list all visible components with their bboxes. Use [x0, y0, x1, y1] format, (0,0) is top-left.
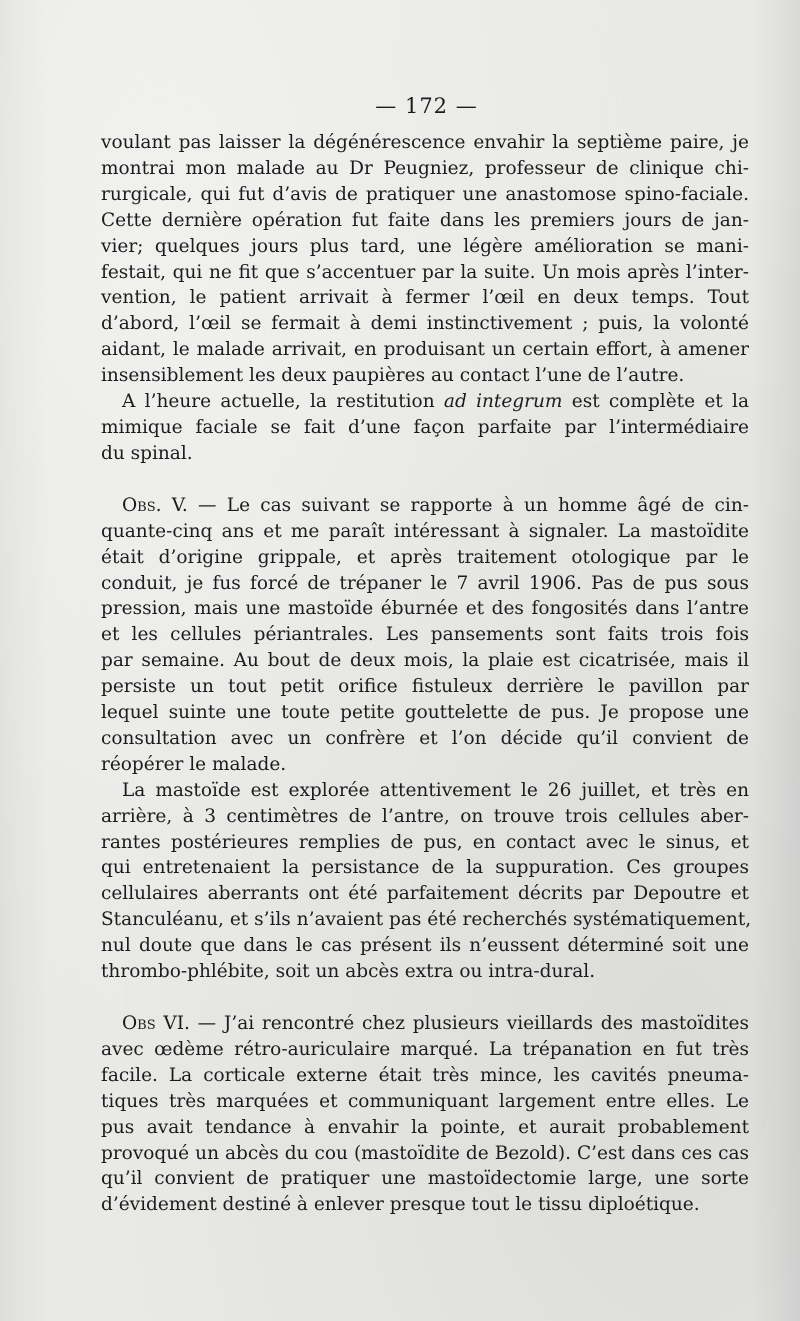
- paragraph-obs-vi: [101, 1011, 749, 1218]
- paragraph-continuation: [101, 130, 749, 389]
- text-line: consultation avec un confrère et l’on décide qu’il convient de: [101, 727, 749, 749]
- text-line: pression, mais une mastoïde éburnée et des fongosités dans l’antre: [101, 598, 749, 620]
- text-line: rantes postérieures remplies de pus, en contact avec le sinus, et: [101, 831, 749, 853]
- text-line: avec œdème rétro-auriculaire marqué. La trépanation en fut très: [101, 1038, 749, 1060]
- observation-label: Obs. V.: [122, 494, 188, 516]
- text-line: conduit, je fus forcé de trépaner le 7 avril 1906. Pas de pus sous: [101, 572, 749, 594]
- text-line: vention, le patient arrivait à fermer l’œil en deux temps. Tout: [101, 287, 749, 309]
- text-line: vier; quelques jours plus tard, une légère amélioration se mani-: [101, 235, 749, 257]
- text-line: aidant, le malade arrivait, en produisant un certain effort, à amener: [101, 339, 749, 361]
- body-text: [101, 130, 752, 1218]
- text-line: voulant pas laisser la dégénérescence envahir la septième paire, je: [101, 132, 749, 153]
- page-number: — 172 —: [375, 94, 478, 118]
- text-run: est complète et la: [562, 391, 749, 413]
- text-line: thrombo-phlébite, soit un abcès extra ou intra-dural.: [101, 961, 596, 983]
- text-line: festait, qui ne fit que s’accentuer par la suite. Un mois après l’inter-: [101, 261, 749, 283]
- text-line: quante-cinq ans et me paraît intéressant à signaler. La mastoïdite: [101, 520, 749, 542]
- text-line: cellulaires aberrants ont été parfaitement décrits par Depoutre et: [101, 883, 749, 905]
- text-line: et les cellules périantrales. Les pansements sont faits trois fois: [101, 624, 749, 646]
- text-line: insensiblement les deux paupières au contact l’une de l’autre.: [101, 365, 685, 387]
- text-line: d’abord, l’œil se fermait à demi instinctivement ; puis, la volonté: [101, 313, 749, 335]
- text-line: persiste un tout petit orifice fistuleux derrière le pavillon par: [101, 676, 749, 698]
- text-line: provoqué un abcès du cou (mastoïdite de Bezold). C’est dans ces cas: [101, 1142, 749, 1164]
- paragraph-mastoide: [101, 778, 752, 985]
- paragraph-restitution: [101, 389, 749, 467]
- text-line: pus avait tendance à envahir la pointe, et aurait probablement: [101, 1116, 749, 1138]
- text-line: [101, 493, 749, 519]
- section-gap: [101, 985, 749, 1011]
- text-line: facile. La corticale externe était très mince, les cavités pneuma-: [101, 1064, 749, 1086]
- observation-label: Obs VI.: [122, 1013, 190, 1034]
- text-line: du spinal.: [101, 442, 193, 464]
- text-run: — Le cas suivant se rapporte à un homme âgé de cin-: [187, 494, 749, 516]
- text-line: lequel suinte une toute petite gouttelette de pus. Je propose une: [101, 702, 749, 724]
- text-line: [101, 1011, 749, 1037]
- italic-phrase: ad integrum: [443, 391, 563, 413]
- section-gap: [101, 467, 749, 493]
- text-line: réopérer le malade.: [101, 753, 287, 775]
- text-run: — J’ai rencontré chez plusieurs vieillards des mastoïdites: [189, 1013, 749, 1034]
- text-line: Cette dernière opération fut faite dans les premiers jours de jan-: [101, 209, 749, 231]
- text-line: par semaine. Au bout de deux mois, la plaie est cicatrisée, mais il: [101, 650, 749, 672]
- text-line: [101, 389, 749, 415]
- text-line: rurgicale, qui fut d’avis de pratiquer une anastomose spino-faciale.: [101, 183, 749, 205]
- text-line: était d’origine grippale, et après traitement otologique par le: [101, 546, 749, 568]
- text-line: nul doute que dans le cas présent ils n’eussent déterminé soit une: [101, 935, 749, 957]
- text-line: tiques très marquées et communiquant largement entre elles. Le: [101, 1090, 749, 1112]
- text-line: qu’il convient de pratiquer une mastoïdectomie large, une sorte: [101, 1168, 749, 1190]
- text-line: La mastoïde est explorée attentivement le 26 juillet, et très en: [122, 779, 749, 801]
- text-line: Stanculéanu, et s’ils n’avaient pas été recherchés systématiquement,: [101, 909, 752, 931]
- text-run: A l’heure actuelle, la restitution: [122, 391, 444, 413]
- text-line: arrière, à 3 centimètres de l’antre, on trouve trois cellules aber-: [101, 805, 749, 827]
- text-line: montrai mon malade au Dr Peugniez, professeur de clinique chi-: [101, 157, 749, 179]
- text-line: d’évidement destiné à enlever presque tout le tissu diploétique.: [101, 1194, 700, 1216]
- paragraph-obs-v: [101, 493, 749, 778]
- text-line: qui entretenaient la persistance de la suppuration. Ces groupes: [101, 857, 749, 879]
- text-line: mimique faciale se fait d’une façon parfaite par l’intermédiaire: [101, 416, 749, 438]
